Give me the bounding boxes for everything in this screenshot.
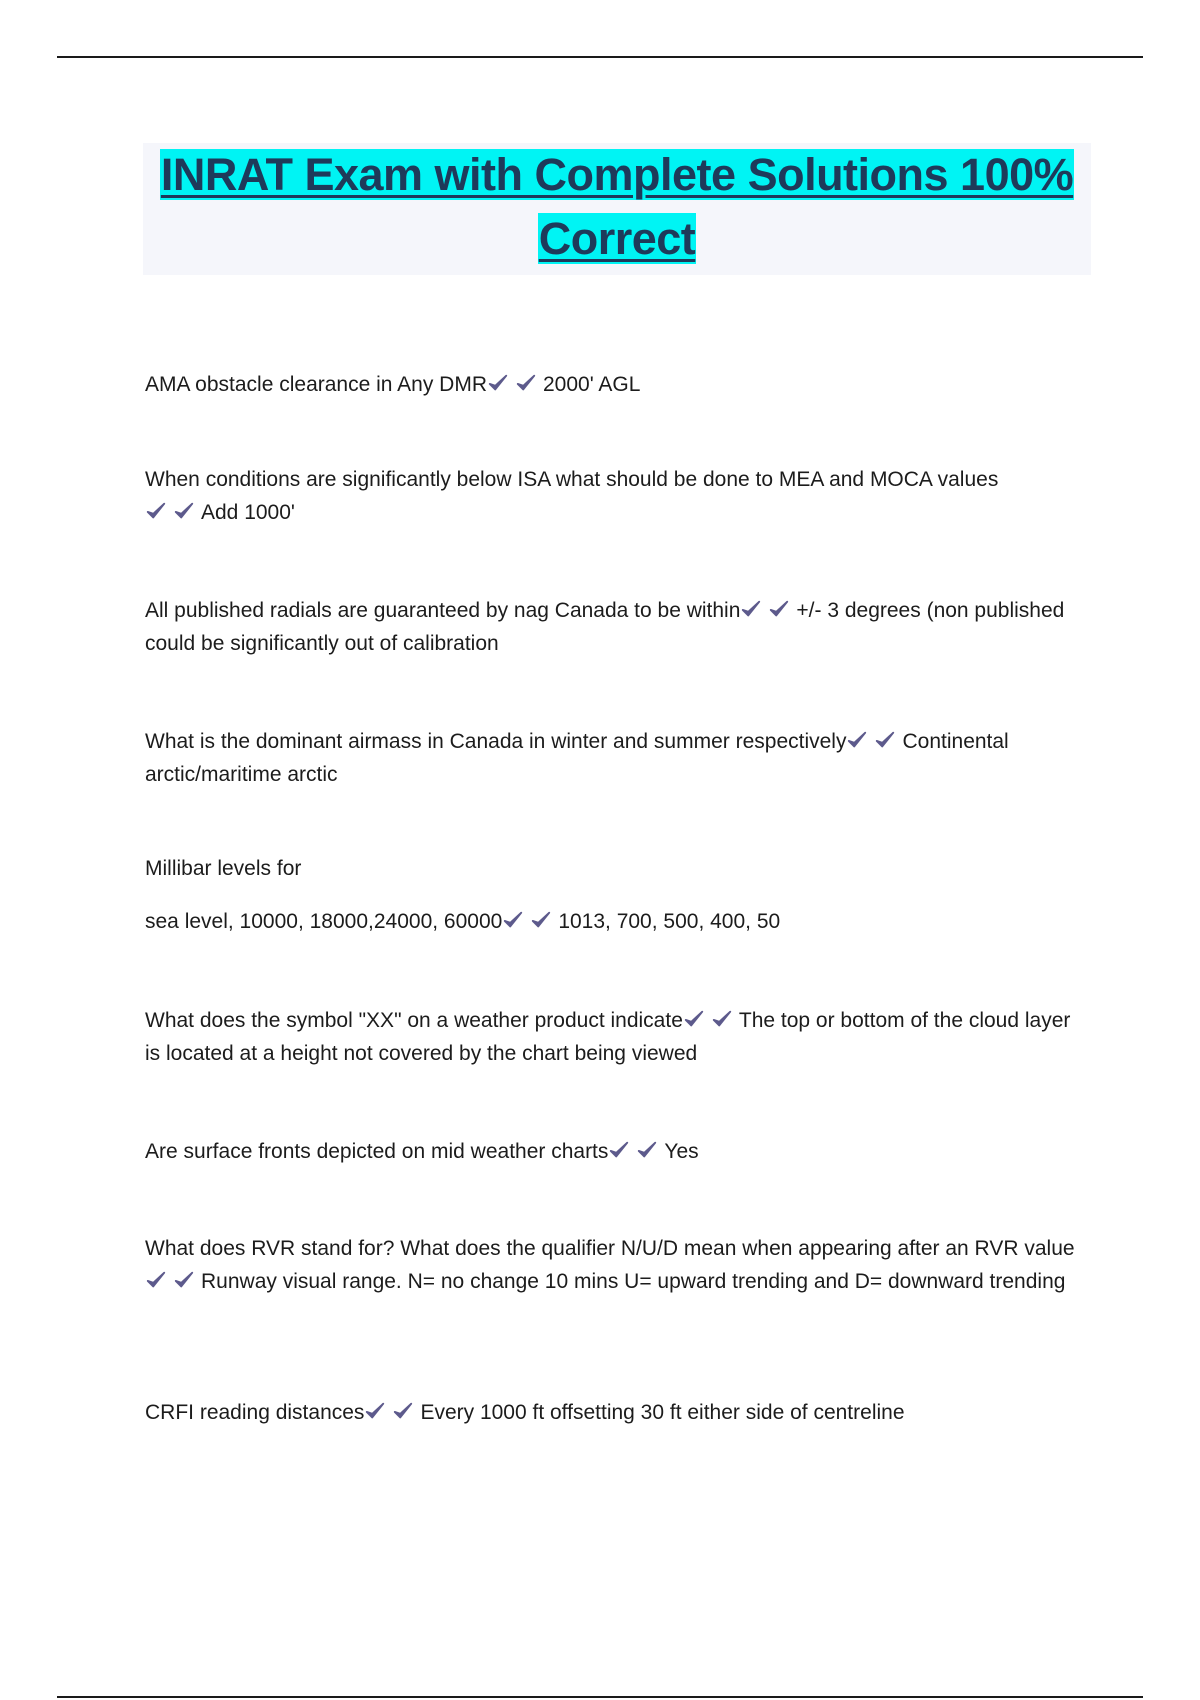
check-icon xyxy=(608,1139,630,1161)
question-text: When conditions are significantly below ISA what should be done to MEA and MOCA values xyxy=(145,468,999,491)
check-icon xyxy=(530,909,552,931)
title-block xyxy=(143,143,1091,275)
qa-item xyxy=(145,852,1090,938)
answer-text: Add 1000' xyxy=(201,501,295,524)
title-line-2: Correct xyxy=(538,213,696,264)
qa-item xyxy=(145,368,1090,401)
check-icon xyxy=(173,500,195,522)
answer-text: The top or bottom of the cloud layer is located at a height not covered by the chart being viewed xyxy=(145,1009,1071,1065)
check-icon xyxy=(502,909,524,931)
answer-text: Yes xyxy=(664,1140,699,1163)
qa-item xyxy=(145,594,1090,660)
qa-item xyxy=(145,463,1090,529)
answer-text: Every 1000 ft offsetting 30 ft either side of centreline xyxy=(420,1401,905,1424)
top-rule xyxy=(57,56,1143,58)
qa-item xyxy=(145,1004,1090,1070)
check-icon xyxy=(173,1269,195,1291)
check-icon xyxy=(874,729,896,751)
qa-item xyxy=(145,1396,1090,1429)
check-icon xyxy=(364,1400,386,1422)
check-icon xyxy=(636,1139,658,1161)
check-icon xyxy=(145,500,167,522)
check-icon xyxy=(768,598,790,620)
answer-text: Runway visual range. N= no change 10 mins U= upward trending and D= downward trending xyxy=(201,1270,1066,1293)
question-text: What does RVR stand for? What does the qualifier N/U/D mean when appearing after an RVR value xyxy=(145,1237,1075,1260)
answer-text: Continental arctic/maritime arctic xyxy=(145,730,1009,786)
question-prefix: Millibar levels for xyxy=(145,857,302,880)
check-icon xyxy=(145,1269,167,1291)
question-text: sea level, 10000, 18000,24000, 60000 xyxy=(145,910,503,933)
page-title xyxy=(143,143,1091,271)
qa-item xyxy=(145,1135,1090,1168)
question-text: CRFI reading distances xyxy=(145,1401,365,1424)
answer-text: 2000' AGL xyxy=(543,373,641,396)
qa-item xyxy=(145,1232,1090,1298)
answer-text: 1013, 700, 500, 400, 50 xyxy=(558,910,781,933)
question-text: What does the symbol "XX" on a weather product indicate xyxy=(145,1009,683,1032)
check-icon xyxy=(487,372,509,394)
check-icon xyxy=(711,1008,733,1030)
qa-item xyxy=(145,725,1090,791)
question-text: All published radials are guaranteed by nag Canada to be within xyxy=(145,599,741,622)
question-text: Are surface fronts depicted on mid weather charts xyxy=(145,1140,609,1163)
question-text: AMA obstacle clearance in Any DMR xyxy=(145,373,487,396)
check-icon xyxy=(683,1008,705,1030)
check-icon xyxy=(392,1400,414,1422)
check-icon xyxy=(740,598,762,620)
title-line-1: INRAT Exam with Complete Solutions 100% xyxy=(160,149,1074,200)
check-icon xyxy=(846,729,868,751)
question-text: What is the dominant airmass in Canada in winter and summer respectively xyxy=(145,730,847,753)
bottom-rule xyxy=(57,1696,1143,1698)
answer-text: +/- 3 degrees (non published could be significantly out of calibration xyxy=(145,599,1065,655)
check-icon xyxy=(515,372,537,394)
